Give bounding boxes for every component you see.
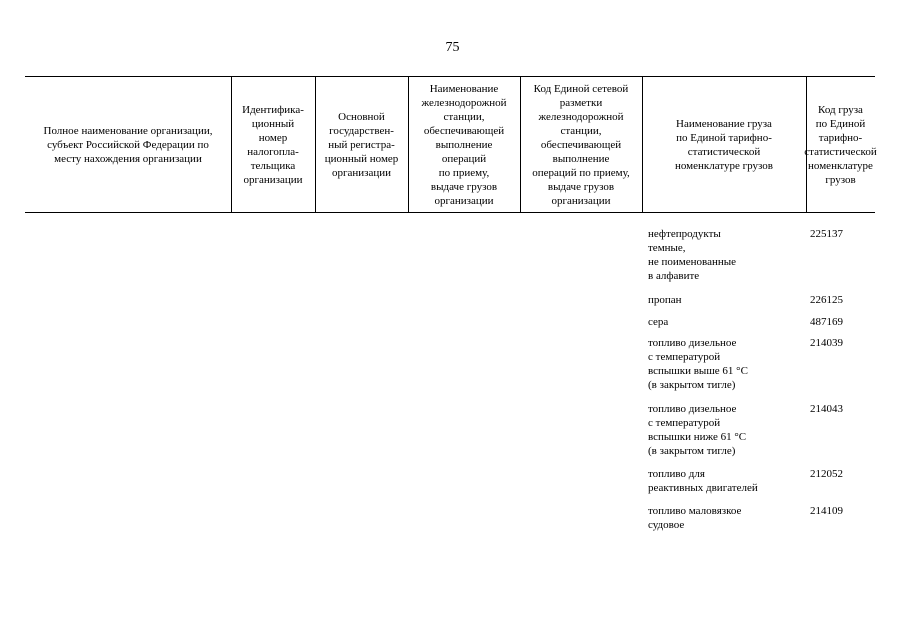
header-station-code: Код Единой сетевой разметки железнодорожной станции, обеспечивающей выполнение операций по приему, выдаче грузов организации [532,82,630,207]
cargo-name-cell: топливо дизельное с температурой вспышки ниже 61 °С (в закрытом тигле) [648,403,747,457]
header-ogrn: Основной государствен- ный регистра- ционный номер организации [324,110,399,179]
cargo-name-cell: топливо маловязкое судовое [648,505,742,531]
cargo-code-cell: 487169 [810,316,843,328]
cargo-name-cell: нефтепродукты темные, не поименованные в алфавите [648,228,736,282]
cargo-name-cell: топливо дизельное с температурой вспышки выше 61 °С (в закрытом тигле) [648,337,748,391]
cargo-code-cell: 226125 [810,294,843,306]
cargo-code-cell: 214043 [810,403,843,415]
cargo-name-cell: топливо для реактивных двигателей [648,468,758,494]
page-number: 75 [445,40,460,55]
cargo-code-cell: 212052 [810,468,843,480]
header-organization-name: Полное наименование организации, субъект Российской Федерации по месту нахождения организации [43,124,213,165]
header-cargo-code: Код груза по Единой тарифно- статистической номенклатуре грузов [804,103,877,186]
table-header [25,76,875,213]
cargo-code-cell: 225137 [810,228,843,240]
header-station-name: Наименование железнодорожной станции, обеспечивающей выполнение операций по приему, выдаче грузов организации [421,82,507,207]
header-inn: Идентифика- ционный номер налогопла- тельщика организации [242,103,304,186]
cargo-name-cell: пропан [648,294,682,306]
cargo-code-cell: 214109 [810,505,843,517]
cargo-name-cell: сера [648,316,669,328]
header-cargo-name: Наименование груза по Единой тарифно- статистической номенклатуре грузов [675,117,773,172]
cargo-code-cell: 214039 [810,337,843,349]
